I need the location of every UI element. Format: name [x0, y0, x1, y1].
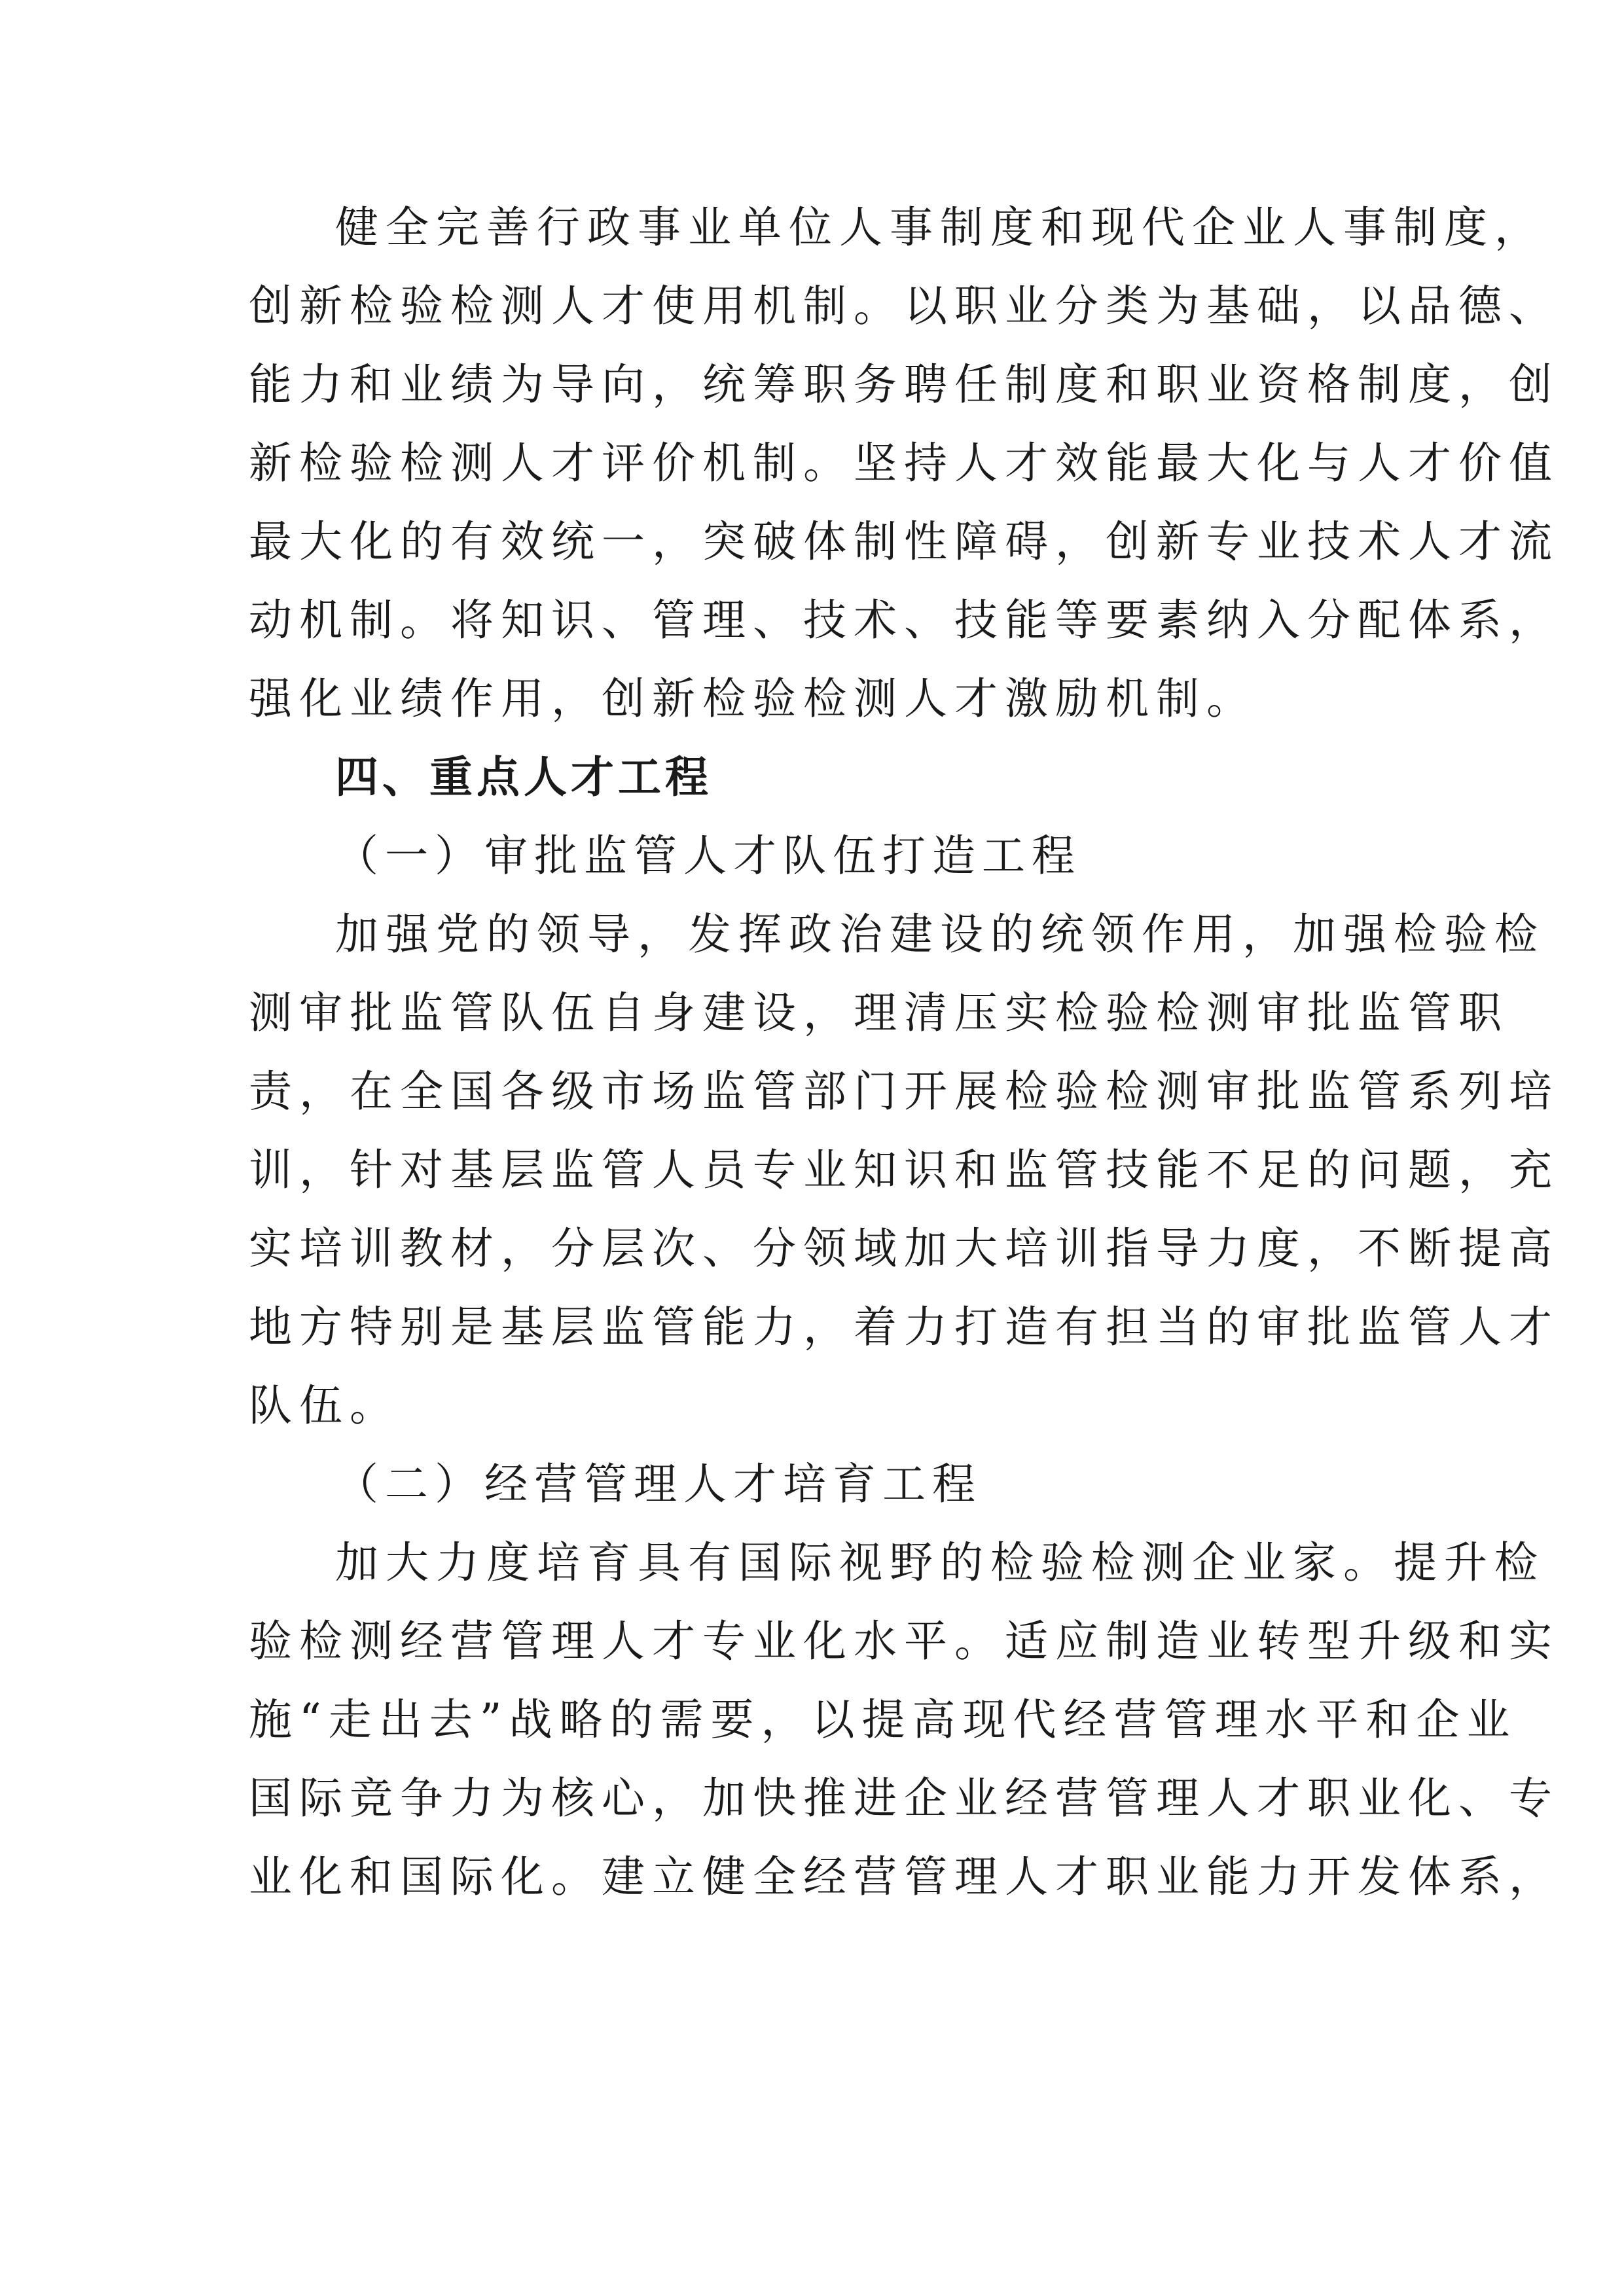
paragraph-1-line-3: 能力和业绩为导向，统筹职务聘任制度和职业资格制度，创 [249, 359, 1559, 410]
paragraph-2-line-7: 队伍。 [249, 1380, 400, 1431]
paragraph-1-line-1: 健全完善行政事业单位人事制度和现代企业人事制度， [335, 202, 1545, 253]
paragraph-2-line-3: 责，在全国各级市场监管部门开展检验检测审批监管系列培 [249, 1066, 1559, 1117]
paragraph-2-line-6: 地方特别是基层监管能力，着力打造有担当的审批监管人才 [249, 1302, 1559, 1352]
paragraph-1-line-4: 新检验检测人才评价机制。坚持人才效能最大化与人才价值 [249, 438, 1559, 488]
paragraph-3-line-3: 施“走出去”战略的需要，以提高现代经营管理水平和企业 [249, 1695, 1517, 1745]
paragraph-1-line-2: 创新检验检测人才使用机制。以职业分类为基础，以品德、 [249, 281, 1559, 331]
section-heading: 四、重点人才工程 [335, 752, 712, 802]
subsection-heading-1: （一）审批监管人才队伍打造工程 [335, 831, 1081, 881]
paragraph-3-line-1: 加大力度培育具有国际视野的检验检测企业家。提升检 [335, 1537, 1545, 1588]
paragraph-3-line-4: 国际竞争力为核心，加快推进企业经营管理人才职业化、专 [249, 1773, 1559, 1823]
paragraph-1-line-5: 最大化的有效统一，突破体制性障碍，创新专业技术人才流 [249, 516, 1559, 567]
paragraph-1-line-7: 强化业绩作用，创新检验检测人才激励机制。 [249, 673, 1257, 724]
paragraph-1-line-6: 动机制。将知识、管理、技术、技能等要素纳入分配体系， [249, 595, 1559, 645]
paragraph-2-line-1: 加强党的领导，发挥政治建设的统领作用，加强检验检 [335, 909, 1545, 960]
paragraph-3-line-5: 业化和国际化。建立健全经营管理人才职业能力开发体系， [249, 1852, 1559, 1902]
paragraph-3-line-2: 验检测经营管理人才专业化水平。适应制造业转型升级和实 [249, 1616, 1559, 1666]
subsection-heading-2: （二）经营管理人才培育工程 [335, 1459, 982, 1509]
paragraph-2-line-2: 测审批监管队伍自身建设，理清压实检验检测审批监管职 [249, 988, 1509, 1038]
paragraph-2-line-5: 实培训教材，分层次、分领域加大培训指导力度，不断提高 [249, 1223, 1559, 1274]
paragraph-2-line-4: 训，针对基层监管人员专业知识和监管技能不足的问题，充 [249, 1145, 1559, 1195]
